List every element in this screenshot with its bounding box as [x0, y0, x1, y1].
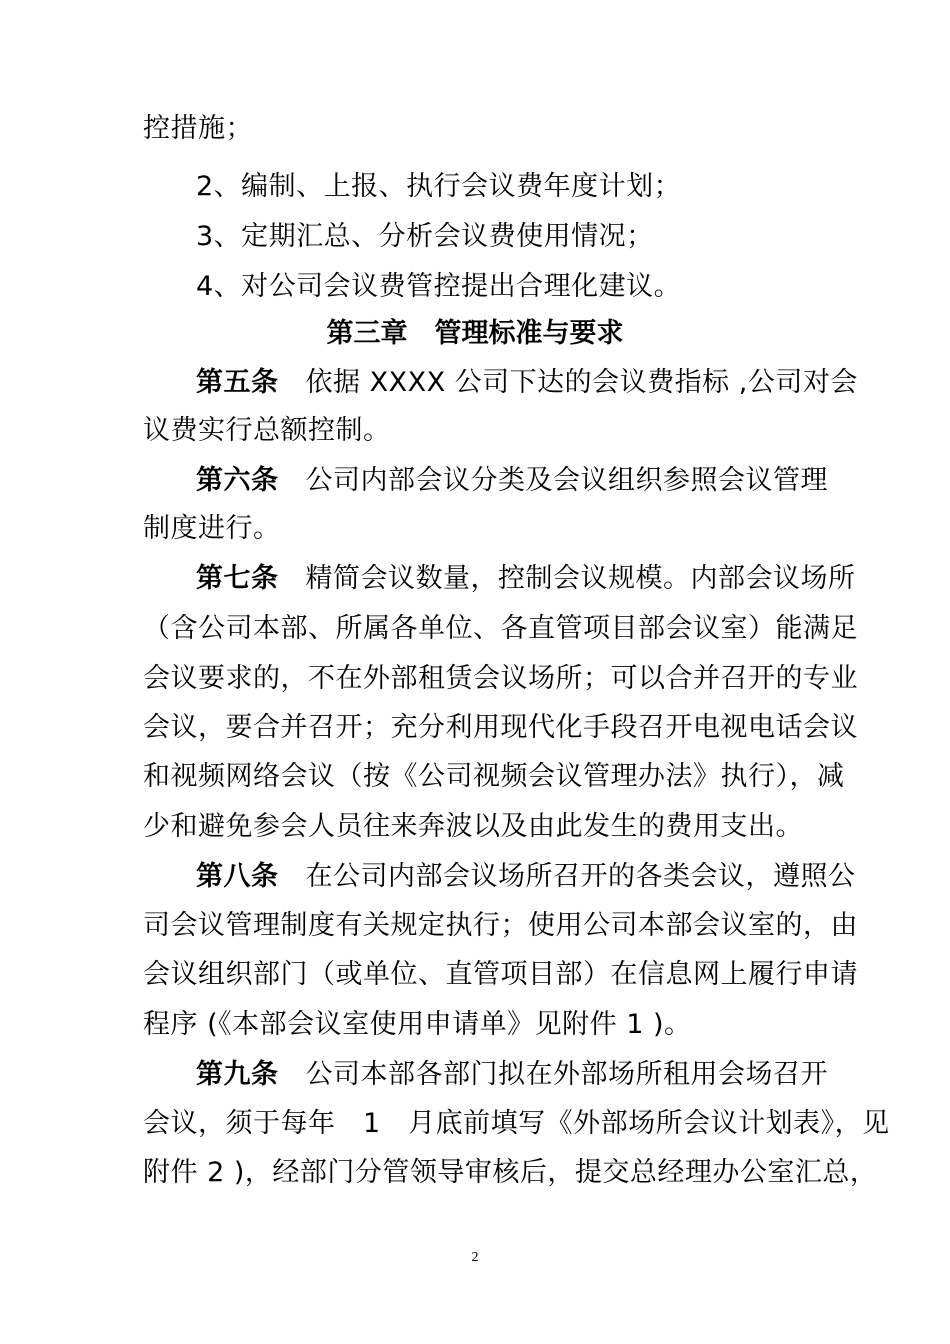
page-number: 2 — [471, 1250, 479, 1265]
article-line: 议费实行总额控制。 — [143, 415, 391, 446]
list-item: 3、定期汇总、分析会议费使用情况； — [196, 221, 654, 252]
article-line: 司会议管理制度有关规定执行；使用公司本部会议室的，由 — [143, 910, 858, 941]
article-label: 第九条 — [196, 1059, 279, 1090]
article-line: 少和避免参会人员往来奔波以及由此发生的费用支出。 — [143, 811, 803, 842]
article-label: 第六条 — [196, 465, 279, 496]
list-item: 2、编制、上报、执行会议费年度计划； — [196, 171, 682, 202]
article-text: 公司本部各部门拟在外部场所租用会场召开 — [305, 1059, 828, 1090]
article-first-line — [196, 366, 858, 400]
article-label: 第五条 — [196, 367, 279, 398]
article-line: 会议组织部门（或单位、直管项目部）在信息网上履行申请 — [143, 959, 858, 990]
article-line: （含公司本部、所属各单位、各直管项目部会议室）能满足 — [143, 613, 858, 644]
article-first-line — [196, 1058, 828, 1092]
article-label: 第七条 — [196, 563, 279, 594]
article-first-line — [196, 464, 828, 498]
article-line: 制度进行。 — [143, 513, 281, 544]
article-line: 程序 (《本部会议室使用申请单》见附件 1 )。 — [143, 1009, 692, 1040]
article-first-line — [196, 860, 856, 894]
article-text: 依据 XXXX 公司下达的会议费指标 ,公司对会 — [305, 367, 858, 398]
article-text: 公司内部会议分类及会议组织参照会议管理 — [305, 465, 828, 496]
article-text: 在公司内部会议场所召开的各类会议，遵照公 — [305, 861, 856, 892]
article-line: 会议，要合并召开；充分利用现代化手段召开电视电话会议 — [143, 712, 858, 743]
article-line: 会议要求的，不在外部租赁会议场所；可以合并召开的专业 — [143, 663, 858, 694]
list-item: 4、对公司会议费管控提出合理化建议。 — [196, 271, 682, 302]
chapter-heading: 第三章 管理标准与要求 — [326, 318, 624, 349]
article-line: 附件 2 )，经部门分管领导审核后，提交总经理办公室汇总， — [143, 1157, 878, 1188]
article-text: 精简会议数量，控制会议规模。内部会议场所 — [305, 563, 856, 594]
article-line: 和视频网络会议（按《公司视频会议管理办法》执行），减 — [143, 761, 845, 792]
article-label: 第八条 — [196, 861, 279, 892]
text-line: 控措施； — [143, 113, 253, 144]
article-first-line — [196, 562, 856, 596]
article-line: 会议，须于每年 1 月底前填写《外部场所会议计划表》，见 — [143, 1108, 890, 1139]
